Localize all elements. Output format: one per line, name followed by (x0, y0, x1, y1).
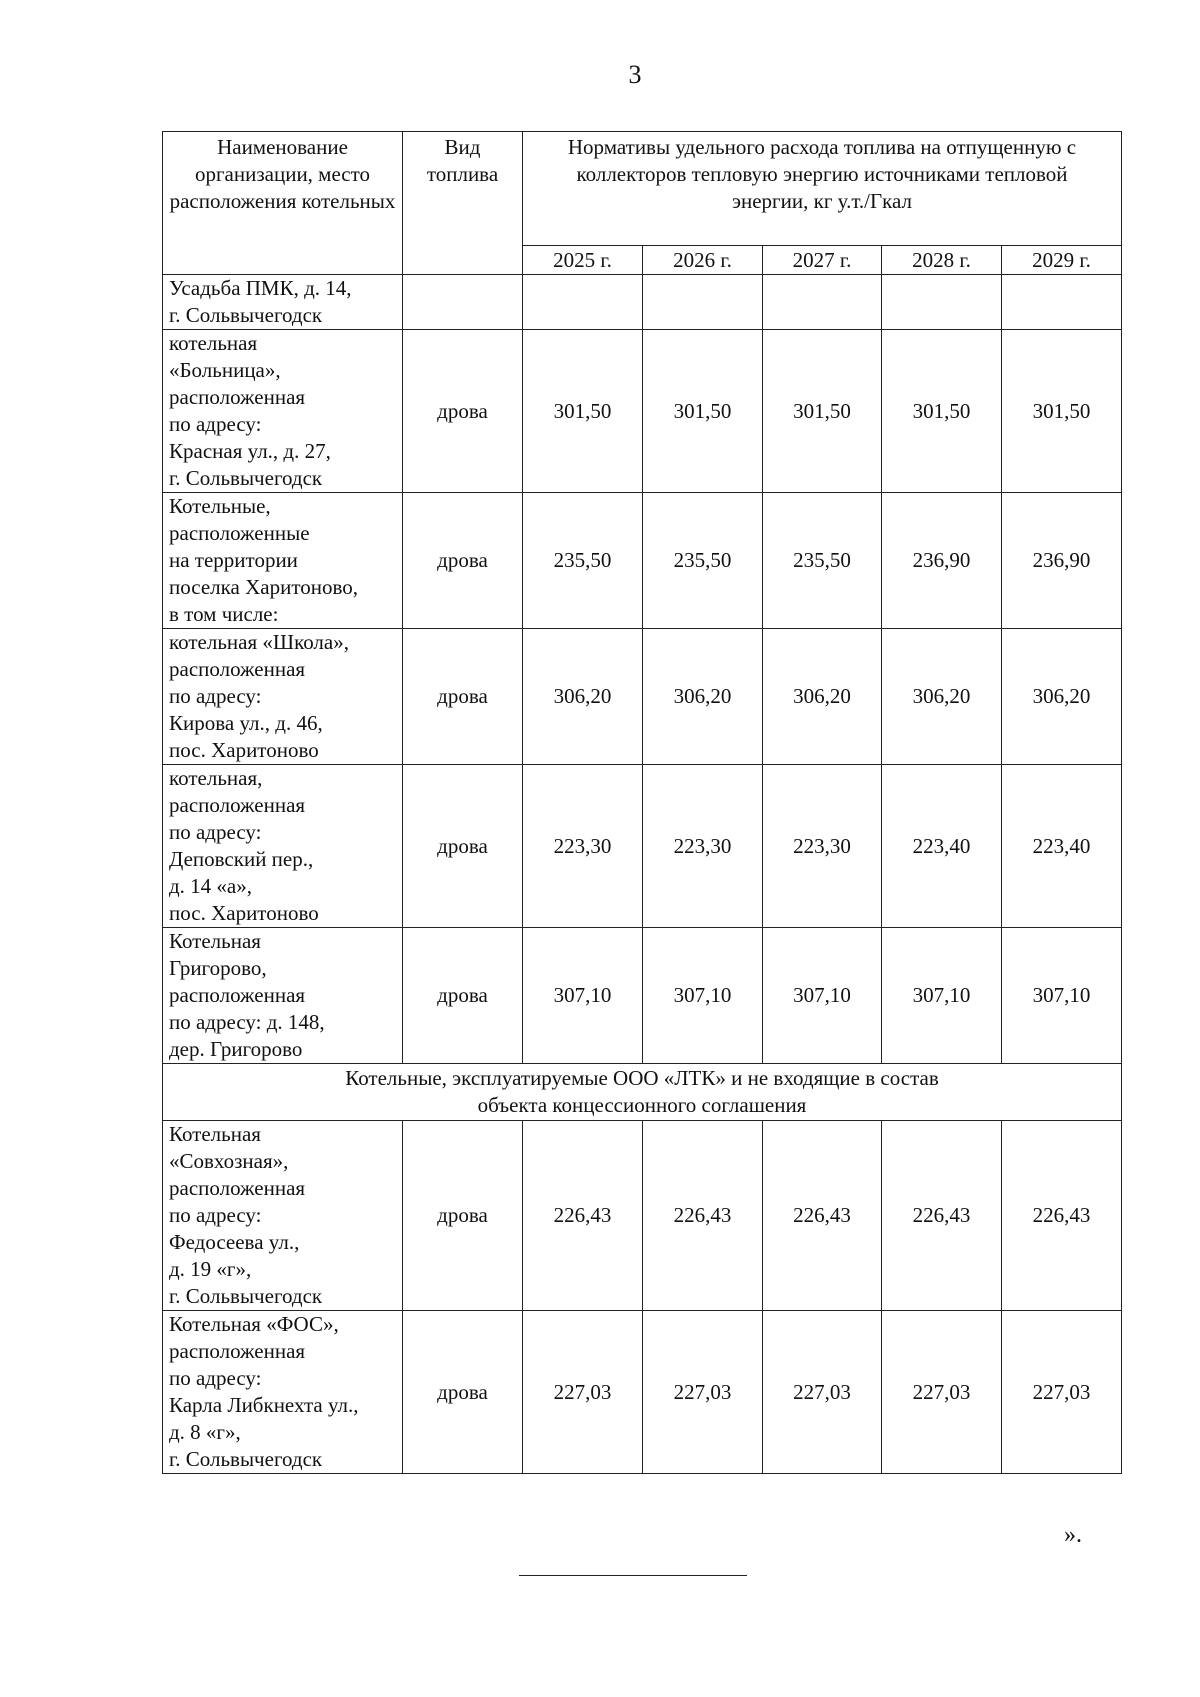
norm-value-cell: 223,30 (523, 765, 643, 928)
fuel-type-cell: дрова (403, 928, 523, 1064)
norm-value-cell: 227,03 (882, 1311, 1002, 1474)
table-row (163, 1121, 1122, 1311)
norm-value-cell: 236,90 (882, 493, 1002, 629)
table-row (163, 275, 1122, 330)
norm-value-cell: 227,03 (643, 1311, 763, 1474)
norm-value-cell: 227,03 (1002, 1311, 1122, 1474)
header-fuel-col: Вид топлива (403, 132, 523, 275)
norm-value-cell: 306,20 (763, 629, 882, 765)
header-name-col: Наименование организации, место расположения котельных (163, 132, 403, 275)
norm-value-cell: 301,50 (643, 330, 763, 493)
fuel-type-cell: дрова (403, 1121, 523, 1311)
norm-value-cell: 235,50 (643, 493, 763, 629)
table-row (163, 1311, 1122, 1474)
norm-value-cell: 307,10 (1002, 928, 1122, 1064)
year-header: 2026 г. (643, 246, 763, 275)
norm-value-cell: 226,43 (1002, 1121, 1122, 1311)
norm-value-cell: 223,30 (643, 765, 763, 928)
table-row (163, 330, 1122, 493)
boiler-name-cell: котельная «Школа», расположенная по адресу: Кирова ул., д. 46, пос. Харитоново (163, 629, 403, 765)
norm-value-cell: 307,10 (523, 928, 643, 1064)
boiler-name-cell: Котельная «ФОС», расположенная по адресу: Карла Либкнехта ул., д. 8 «г», г. Сольвычегодск (163, 1311, 403, 1474)
norm-value-cell: 226,43 (763, 1121, 882, 1311)
norm-value-cell: 235,50 (763, 493, 882, 629)
year-header: 2029 г. (1002, 246, 1122, 275)
norm-value-cell: 223,40 (1002, 765, 1122, 928)
norm-value-cell: 226,43 (523, 1121, 643, 1311)
norm-value-cell: 301,50 (882, 330, 1002, 493)
norm-value-cell (643, 275, 763, 330)
norm-value-cell: 301,50 (523, 330, 643, 493)
fuel-type-cell: дрова (403, 330, 523, 493)
year-header: 2027 г. (763, 246, 882, 275)
boiler-name-cell: Котельная «Совхозная», расположенная по адресу: Федосеева ул., д. 19 «г», г. Сольвычегодск (163, 1121, 403, 1311)
norm-value-cell: 306,20 (643, 629, 763, 765)
year-header: 2028 г. (882, 246, 1002, 275)
norm-value-cell (763, 275, 882, 330)
norm-value-cell: 306,20 (882, 629, 1002, 765)
norm-value-cell: 223,30 (763, 765, 882, 928)
norm-value-cell: 235,50 (523, 493, 643, 629)
boiler-name-cell: Усадьба ПМК, д. 14, г. Сольвычегодск (163, 275, 403, 330)
boiler-name-cell: котельная, расположенная по адресу: Деповский пер., д. 14 «а», пос. Харитоново (163, 765, 403, 928)
norms-table (162, 131, 1122, 1474)
norm-value-cell: 307,10 (882, 928, 1002, 1064)
norm-value-cell: 236,90 (1002, 493, 1122, 629)
fuel-type-cell (403, 275, 523, 330)
closing-quote: ». (1064, 1522, 1082, 1548)
fuel-type-cell: дрова (403, 765, 523, 928)
norm-value-cell: 307,10 (643, 928, 763, 1064)
boiler-name-cell: Котельная Григорово, расположенная по адресу: д. 148, дер. Григорово (163, 928, 403, 1064)
norm-value-cell (882, 275, 1002, 330)
norm-value-cell: 307,10 (763, 928, 882, 1064)
norm-value-cell: 306,20 (1002, 629, 1122, 765)
boiler-name-cell: котельная «Больница», расположенная по адресу: Красная ул., д. 27, г. Сольвычегодск (163, 330, 403, 493)
fuel-type-cell: дрова (403, 493, 523, 629)
norm-value-cell: 227,03 (763, 1311, 882, 1474)
norm-value-cell (1002, 275, 1122, 330)
page-number: 3 (628, 60, 642, 89)
norm-value-cell: 227,03 (523, 1311, 643, 1474)
header-row (163, 132, 1122, 246)
table-row (163, 928, 1122, 1064)
boiler-name-cell: Котельные, расположенные на территории поселка Харитоново, в том числе: (163, 493, 403, 629)
norm-value-cell: 226,43 (643, 1121, 763, 1311)
norm-value-cell: 301,50 (763, 330, 882, 493)
norm-value-cell: 306,20 (523, 629, 643, 765)
fuel-type-cell: дрова (403, 1311, 523, 1474)
header-norms-col: Нормативы удельного расхода топлива на отпущенную с коллекторов тепловую энергию источниками тепловой энергии, кг у.т./Гкал (523, 132, 1122, 246)
table-row (163, 493, 1122, 629)
table-row (163, 765, 1122, 928)
fuel-type-cell: дрова (403, 629, 523, 765)
section-title: Котельные, эксплуатируемые ООО «ЛТК» и не входящие в состав объекта концессионного соглашения (163, 1064, 1122, 1121)
norm-value-cell: 223,40 (882, 765, 1002, 928)
norm-value-cell: 226,43 (882, 1121, 1002, 1311)
bottom-rule (519, 1575, 747, 1576)
norm-value-cell (523, 275, 643, 330)
section-row (163, 1064, 1122, 1121)
year-header: 2025 г. (523, 246, 643, 275)
norm-value-cell: 301,50 (1002, 330, 1122, 493)
table-row (163, 629, 1122, 765)
